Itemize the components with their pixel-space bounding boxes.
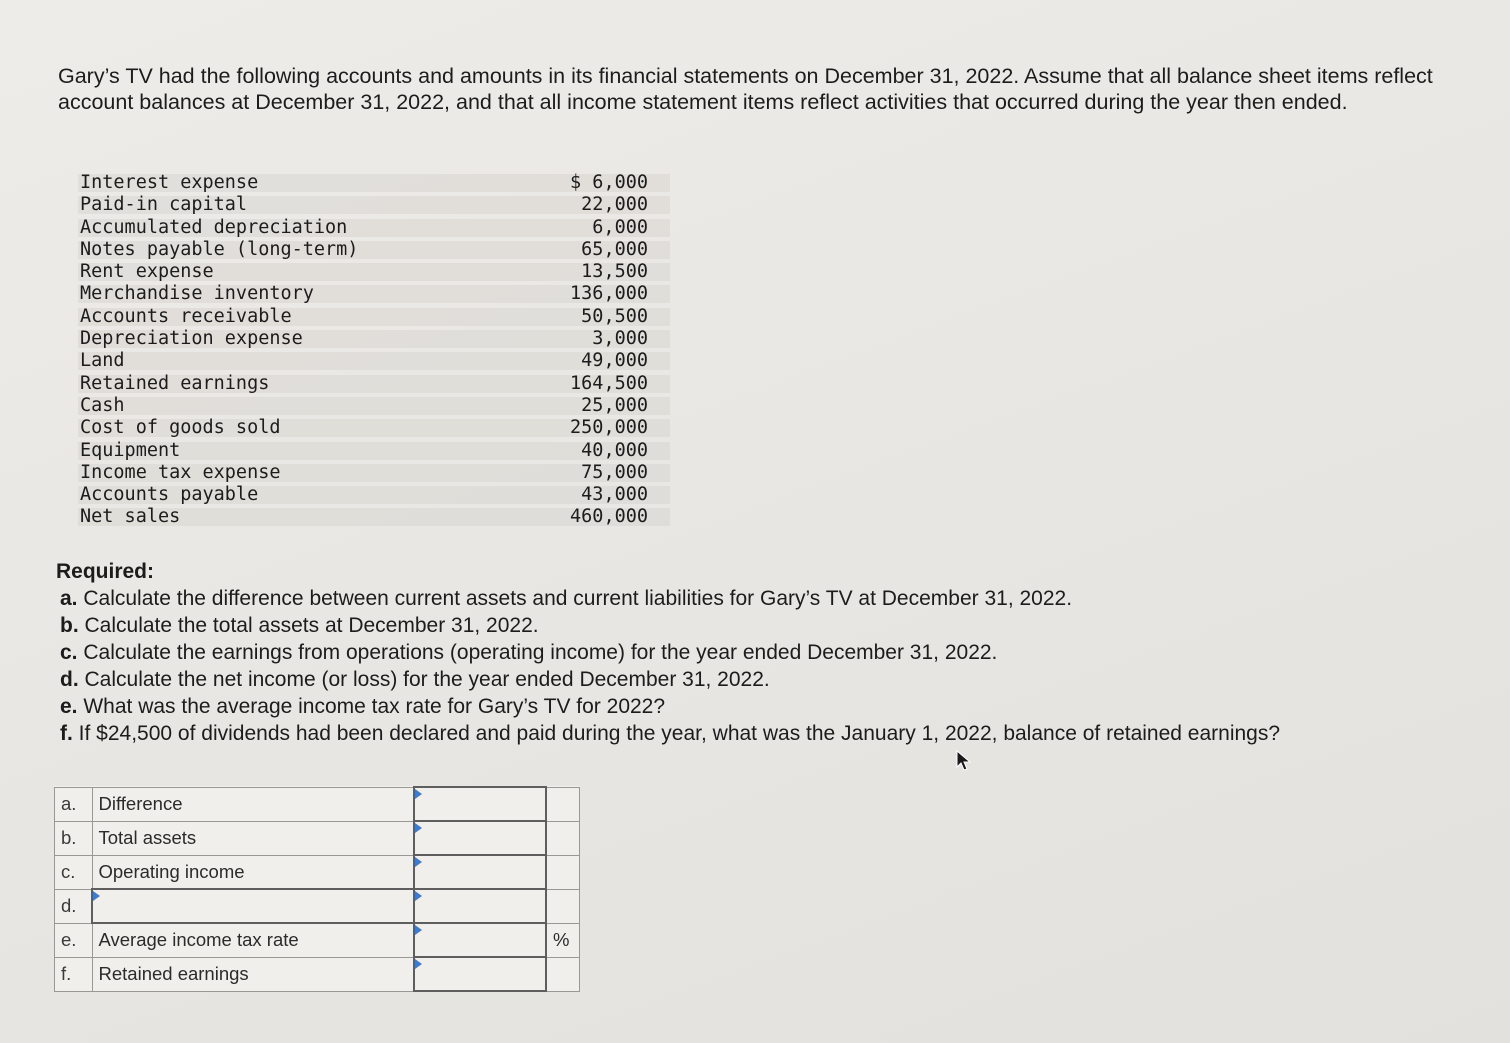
- dropdown-marker-icon: [415, 823, 422, 833]
- row-unit: [546, 821, 580, 855]
- difference-input[interactable]: [414, 787, 546, 821]
- required-text: What was the average income tax rate for Gary’s TV for 2022?: [83, 695, 666, 718]
- account-label: Paid-in capital: [80, 194, 248, 216]
- answer-row-b: [55, 821, 580, 855]
- account-row: [78, 239, 670, 261]
- answer-row-c: [55, 855, 580, 889]
- row-label: Difference: [92, 787, 414, 821]
- account-amount: 40,000: [581, 439, 648, 461]
- row-unit: [546, 957, 580, 991]
- required-text: Calculate the earnings from operations (operating income) for the year ended December 31, 2022.: [83, 641, 998, 664]
- account-label: Retained earnings: [80, 372, 270, 394]
- required-section: [56, 558, 1476, 747]
- account-row: [78, 261, 670, 283]
- dropdown-marker-icon: [93, 891, 100, 901]
- mouse-pointer-icon: [955, 750, 973, 772]
- account-label: Accounts receivable: [80, 305, 292, 327]
- row-letter: c.: [55, 855, 93, 889]
- required-text: Calculate the total assets at December 31, 2022.: [84, 614, 539, 637]
- required-letter: b.: [60, 614, 79, 637]
- required-text: If $24,500 of dividends had been declared and paid during the year, what was the January 1, 2022, balance of retained earnings?: [78, 722, 1281, 745]
- required-heading: Required:: [56, 560, 155, 583]
- required-letter: c.: [60, 641, 78, 664]
- account-row: [78, 395, 670, 417]
- account-label: Equipment: [80, 439, 181, 461]
- row-unit: [546, 855, 580, 889]
- account-amount: 13,500: [581, 261, 648, 283]
- dropdown-marker-icon: [415, 857, 422, 867]
- row-letter: a.: [55, 787, 93, 821]
- percent-unit: %: [546, 923, 580, 957]
- net-income-label-select[interactable]: [92, 889, 414, 923]
- account-amount: 49,000: [581, 350, 648, 372]
- account-label: Cost of goods sold: [80, 417, 281, 439]
- required-letter: d.: [60, 668, 79, 691]
- account-row: [78, 306, 670, 328]
- account-amount: 136,000: [570, 283, 648, 305]
- required-letter: a.: [60, 587, 78, 610]
- answer-row-a: [55, 787, 580, 821]
- retained-earnings-input[interactable]: [414, 957, 546, 991]
- row-letter: f.: [55, 957, 93, 991]
- answer-row-f: [55, 957, 580, 991]
- dropdown-marker-icon: [415, 789, 422, 799]
- row-unit: [546, 889, 580, 923]
- account-row: [78, 462, 670, 484]
- required-item-c: [56, 639, 1476, 666]
- account-label: Land: [80, 350, 125, 372]
- net-income-input[interactable]: [414, 889, 546, 923]
- row-label: Retained earnings: [92, 957, 414, 991]
- required-item-d: [56, 666, 1476, 693]
- account-amount: 6,000: [592, 216, 648, 238]
- account-row: [78, 417, 670, 439]
- account-row: [78, 217, 670, 239]
- account-label: Interest expense: [80, 172, 259, 193]
- account-label: Notes payable (long-term): [80, 238, 359, 260]
- accounts-list: [78, 172, 670, 529]
- answer-row-d: [55, 889, 580, 923]
- tax-rate-input[interactable]: [414, 923, 546, 957]
- account-amount: 75,000: [581, 461, 648, 483]
- account-row: [78, 350, 670, 372]
- account-label: Depreciation expense: [80, 328, 303, 350]
- account-label: Cash: [80, 394, 125, 416]
- required-text: Calculate the net income (or loss) for the year ended December 31, 2022.: [84, 668, 770, 691]
- account-row: [78, 484, 670, 506]
- account-row: [78, 194, 670, 216]
- row-label: Operating income: [92, 855, 414, 889]
- dropdown-marker-icon: [415, 891, 422, 901]
- required-item-a: [56, 585, 1476, 612]
- row-label: Average income tax rate: [92, 923, 414, 957]
- account-row: [78, 440, 670, 462]
- required-text: Calculate the difference between current assets and current liabilities for Gary’s TV at December 31, 2022.: [83, 587, 1073, 610]
- account-amount: 50,500: [581, 305, 648, 327]
- account-amount: 164,500: [570, 372, 648, 394]
- account-row: [78, 283, 670, 305]
- account-row: [78, 506, 670, 528]
- required-item-b: [56, 612, 1476, 639]
- account-amount: 43,000: [581, 484, 648, 506]
- problem-intro: Gary’s TV had the following accounts and amounts in its financial statements on December 31, 2022. Assume that all balance sheet items reflect account balances at December 31, 2022, and that all income statement items reflect activities that occurred during the year then ended.: [58, 64, 1433, 114]
- account-label: Income tax expense: [80, 461, 281, 483]
- account-label: Merchandise inventory: [80, 283, 314, 305]
- account-amount: 3,000: [592, 328, 648, 350]
- account-row: [78, 373, 670, 395]
- operating-income-input[interactable]: [414, 855, 546, 889]
- row-letter: e.: [55, 923, 93, 957]
- required-item-f: [56, 720, 1476, 747]
- row-label: Total assets: [92, 821, 414, 855]
- total-assets-input[interactable]: [414, 821, 546, 855]
- dropdown-marker-icon: [415, 959, 422, 969]
- answer-table: [54, 786, 580, 992]
- required-letter: f.: [60, 722, 73, 745]
- dropdown-marker-icon: [415, 925, 422, 935]
- row-unit: [546, 787, 580, 821]
- account-amount: 22,000: [581, 194, 648, 216]
- row-letter: b.: [55, 821, 93, 855]
- account-row: [78, 172, 670, 194]
- required-letter: e.: [60, 695, 78, 718]
- account-label: Accounts payable: [80, 484, 259, 506]
- account-label: Net sales: [80, 506, 181, 528]
- account-amount: 460,000: [570, 506, 648, 528]
- row-letter: d.: [55, 889, 93, 923]
- account-label: Rent expense: [80, 261, 214, 283]
- answer-row-e: [55, 923, 580, 957]
- account-amount: 25,000: [581, 394, 648, 416]
- account-label: Accumulated depreciation: [80, 216, 348, 238]
- account-row: [78, 328, 670, 350]
- required-item-e: [56, 693, 1476, 720]
- account-amount: 65,000: [581, 238, 648, 260]
- account-amount: 250,000: [570, 417, 648, 439]
- account-amount: $ 6,000: [570, 172, 648, 193]
